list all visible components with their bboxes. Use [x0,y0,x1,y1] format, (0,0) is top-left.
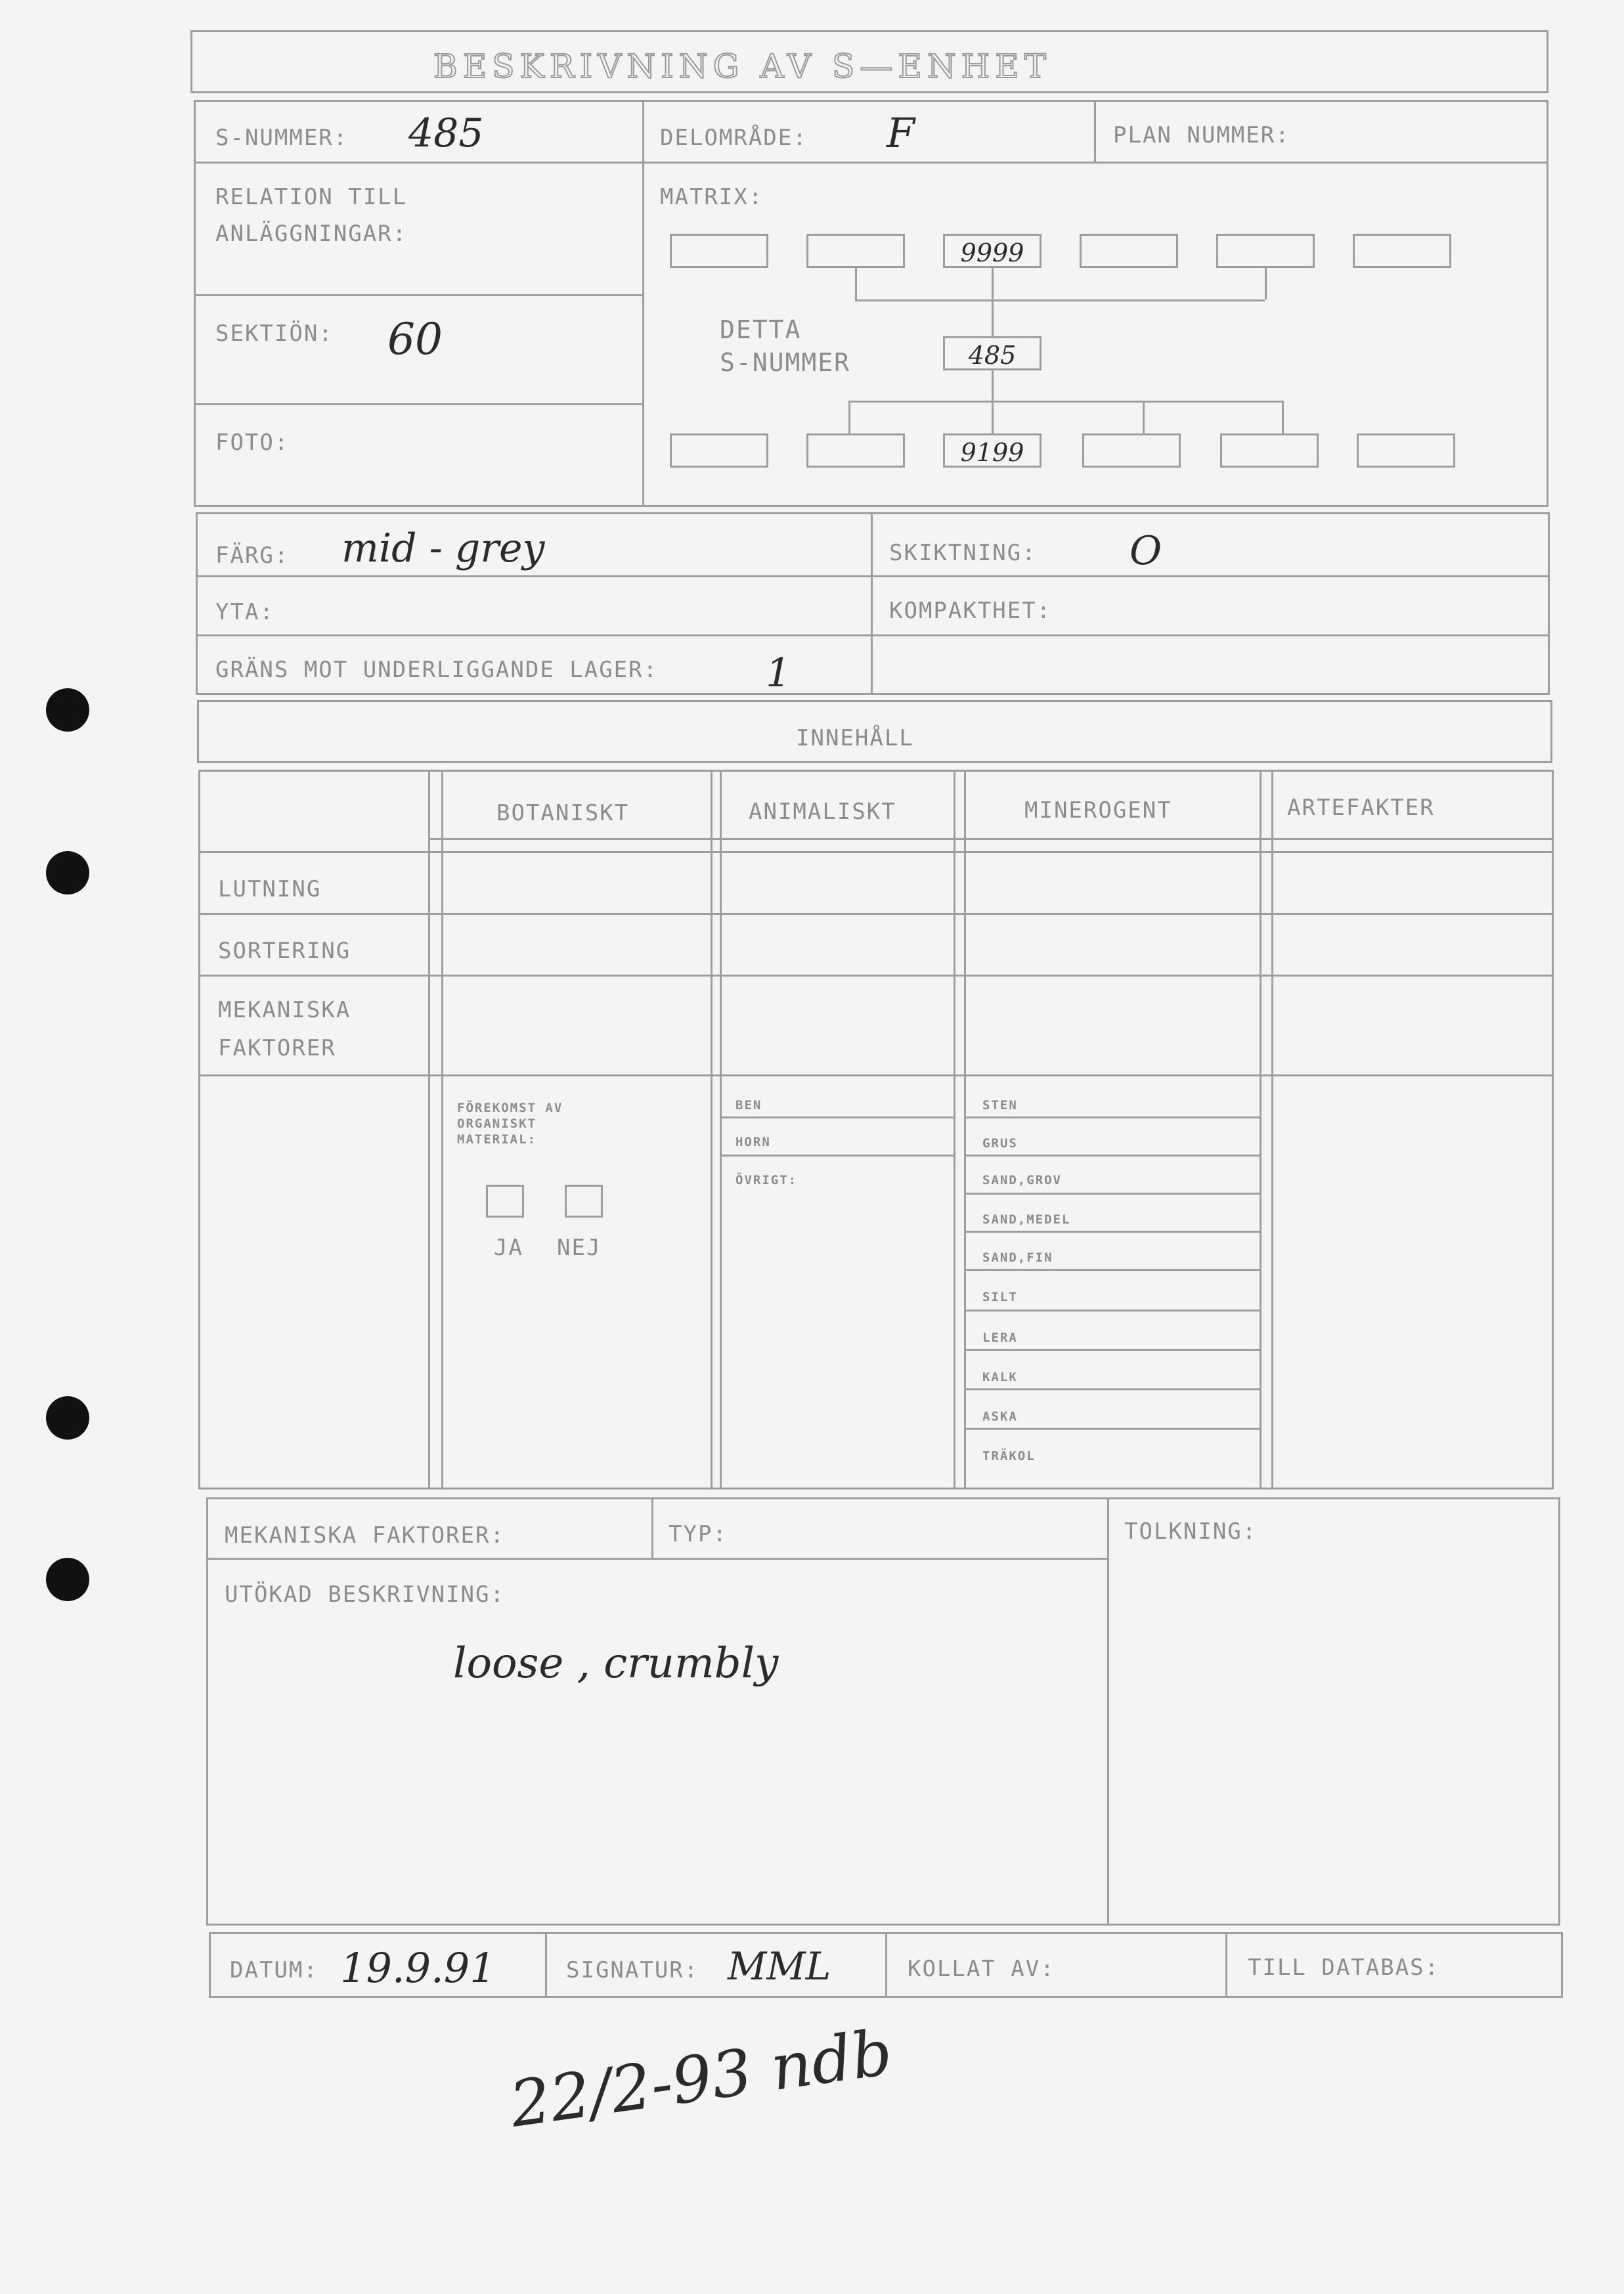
signatur-label: SIGNATUR: [566,1957,699,1983]
matrix-above-box[interactable] [1080,234,1178,268]
tolkning-label: TOLKNING: [1124,1518,1258,1545]
innehall-grid [198,770,1554,1489]
bottom-note: 22/2-93 ndb [506,2015,897,2142]
row-mekaniska: MEKANISKA [218,997,351,1023]
matrix-below-box[interactable] [1082,433,1181,468]
mineral-item: LERA [982,1331,1018,1345]
mineral-item: ASKA [982,1409,1018,1424]
datum-label: DATUM: [230,1957,318,1983]
material-label: MATERIAL: [457,1132,537,1147]
organiskt-label: ORGANISKT [457,1116,537,1131]
form-title: BESKRIVNING AV S—ENHET [433,47,1052,85]
binder-hole [46,688,89,732]
matrix-below-box[interactable] [806,433,905,468]
row-faktorer: FAKTORER [218,1035,336,1061]
ja-label: JA [494,1235,523,1261]
animal-item-ovrigt: ÖVRIGT: [735,1173,798,1187]
s-nummer-value[interactable]: 485 [408,110,484,156]
animal-item-ben: BEN [735,1098,762,1113]
s-nummer-label: S-NUMMER: [215,125,349,151]
kollat-label: KOLLAT AV: [908,1956,1055,1982]
datum-value[interactable]: 19.9.91 [340,1944,496,1992]
lower-block [206,1497,1560,1926]
matrix-above-box[interactable] [943,234,1042,268]
col-artefakter: ARTEFAKTER [1287,795,1435,821]
matrix-label: MATRIX: [660,184,764,210]
delomrade-value[interactable]: F [887,109,915,157]
sektion-label: SEKTIÖN: [215,320,334,347]
col-animaliskt: ANIMALISKT [749,799,896,825]
mineral-item: SILT [982,1290,1018,1304]
matrix-below-box[interactable] [1220,433,1319,468]
nej-checkbox[interactable] [565,1185,603,1218]
binder-hole [46,1558,89,1601]
s-nummer-matrix-label: S-NUMMER [720,348,851,377]
anlaggningar-label: ANLÄGGNINGAR: [215,221,408,247]
plan-nummer-label: PLAN NUMMER: [1113,122,1290,148]
utokad-label: UTÖKAD BESKRIVNING: [225,1581,505,1608]
mineral-item: GRUS [982,1136,1018,1151]
matrix-above-box[interactable] [1353,234,1451,268]
matrix-above-box[interactable] [806,234,905,268]
matrix-current-box[interactable] [943,336,1042,370]
mineral-item: SAND,MEDEL [982,1212,1071,1227]
matrix-current-value: 485 [968,341,1017,370]
mineral-item: TRÄKOL [982,1449,1036,1463]
mek-faktorer-label: MEKANISKA FAKTORER: [225,1522,505,1549]
mineral-item: KALK [982,1370,1018,1384]
kompakthet-label: KOMPAKTHET: [889,598,1052,624]
databas-label: TILL DATABAS: [1248,1954,1440,1981]
detta-label: DETTA [720,315,802,344]
relation-label: RELATION TILL [215,184,408,210]
matrix-above-box[interactable] [1216,234,1315,268]
mineral-item: STEN [982,1098,1018,1113]
mineral-item: SAND,GROV [982,1173,1062,1187]
grans-value[interactable]: 1 [766,650,791,696]
matrix-above-value: 9999 [960,238,1024,267]
ja-checkbox[interactable] [486,1185,524,1218]
binder-hole [46,851,89,894]
delomrade-label: DELOMRÅDE: [660,125,808,151]
animal-item-horn: HORN [735,1135,771,1149]
matrix-below-box[interactable] [943,433,1042,468]
nej-label: NEJ [557,1235,602,1261]
row-sortering: SORTERING [218,938,351,964]
mineral-item: SAND,FIN [982,1250,1053,1265]
grans-label: GRÄNS MOT UNDERLIGGANDE LAGER: [215,657,659,683]
sektion-value[interactable]: 60 [387,314,443,364]
matrix-below-value: 9199 [960,438,1024,467]
row-lutning: LUTNING [218,876,322,902]
skiktning-label: SKIKTNING: [889,540,1037,566]
innehall-title: INNEHÅLL [796,725,914,751]
yta-label: YTA: [215,599,274,625]
forekomst-label: FÖREKOMST AV [457,1101,563,1115]
farg-label: FÄRG: [215,542,290,569]
matrix-below-box[interactable] [670,433,768,468]
signatur-value[interactable]: MML [728,1944,831,1989]
binder-hole [46,1396,89,1440]
col-minerogent: MINEROGENT [1024,797,1172,824]
matrix-below-box[interactable] [1357,433,1455,468]
matrix-above-box[interactable] [670,234,768,268]
typ-label: TYP: [669,1521,728,1547]
foto-label: FOTO: [215,430,290,456]
utokad-value[interactable]: loose , crumbly [453,1639,779,1688]
col-botaniskt: BOTANISKT [496,800,630,826]
skiktning-value[interactable]: O [1130,528,1162,574]
farg-value[interactable]: mid - grey [341,525,545,571]
